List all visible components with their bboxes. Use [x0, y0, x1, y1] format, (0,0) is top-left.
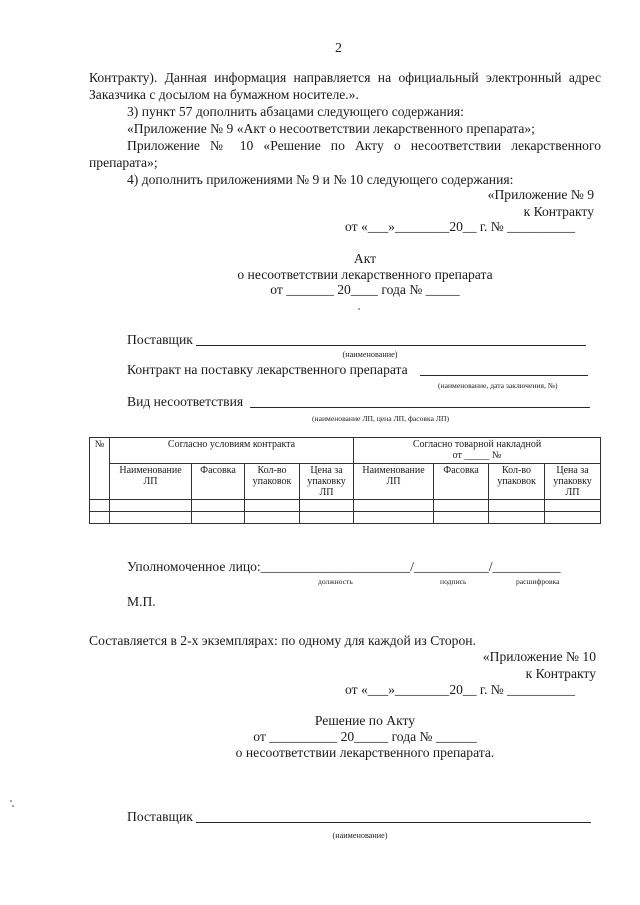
- group-contract-header: Согласно условиям контракта: [110, 438, 354, 464]
- appendix-9-from-line: от «___»________20__ г. № __________: [345, 219, 576, 234]
- contract-label: Контракт на поставку лекарственного препарата: [127, 362, 408, 377]
- table-cell[interactable]: [192, 512, 245, 524]
- mismatch-label: Вид несоответствия: [127, 394, 244, 409]
- copies-note: Составляется в 2-х экземплярах: по одному для каждой из Сторон.: [89, 633, 476, 648]
- table-cell[interactable]: [245, 500, 300, 512]
- appendix-10-from-line: от «___»________20__ г. № __________: [345, 682, 576, 697]
- intro-item-4: 4) дополнить приложениями № 9 и № 10 следующего содержания:: [127, 172, 514, 187]
- supplier-field-line: [196, 345, 586, 346]
- act-title: Акт: [353, 251, 377, 266]
- table-cell[interactable]: [245, 512, 300, 524]
- table-cell[interactable]: [354, 500, 434, 512]
- mismatch-field-line: [250, 407, 590, 408]
- supplier-caption: (наименование): [342, 350, 398, 359]
- act-subtitle: о несоответствии лекарственного препарата: [237, 267, 493, 282]
- table-cell[interactable]: [434, 500, 489, 512]
- table-row: [90, 500, 601, 512]
- table-cell[interactable]: [300, 512, 354, 524]
- table-row: [90, 512, 601, 524]
- header-cell: Наименование ЛП: [354, 464, 434, 500]
- col-number-header: №: [90, 438, 110, 500]
- table-cell[interactable]: [489, 500, 545, 512]
- mismatch-caption: (наименование ЛП, цена ЛП, фасовка ЛП): [312, 414, 449, 423]
- header-cell: Кол-во упаковок: [245, 464, 300, 500]
- intro-appendix-10-line-2: препарата»;: [89, 155, 158, 170]
- group-invoice-sub: от _____ №: [452, 450, 502, 461]
- header-cell: Наименование ЛП: [110, 464, 192, 500]
- decision-supplier-label: Поставщик: [127, 809, 193, 824]
- table-cell[interactable]: [489, 512, 545, 524]
- table-cell[interactable]: [90, 500, 110, 512]
- scan-speck: [10, 800, 12, 802]
- decision-subtitle: о несоответствии лекарственного препарата.: [235, 745, 495, 760]
- intro-appendix-10-line-1: Приложение № 10 «Решение по Акту о несоответствии лекарственного: [127, 138, 601, 153]
- intro-line-2: Заказчика с досылом на бумажном носителе.».: [89, 87, 359, 102]
- contract-field-line: [420, 375, 588, 376]
- header-cell: Цена за упаковку ЛП: [545, 464, 601, 500]
- authorized-person-line: Уполномоченное лицо:______________________/___________/__________: [127, 559, 561, 574]
- intro-appendix-9: «Приложение № 9 «Акт о несоответствии лекарственного препарата»;: [127, 121, 535, 136]
- table-cell[interactable]: [300, 500, 354, 512]
- table-cell[interactable]: [192, 500, 245, 512]
- seal-placeholder: М.П.: [127, 594, 156, 609]
- scan-speck: [358, 308, 360, 310]
- appendix-10-label: «Приложение № 10: [482, 649, 596, 664]
- authorized-caption-signature: подпись: [440, 577, 467, 586]
- authorized-caption-decode: расшифровка: [516, 577, 560, 586]
- appendix-9-to-contract: к Контракту: [523, 204, 594, 219]
- appendix-9-label: «Приложение № 9: [487, 187, 594, 202]
- header-cell: Фасовка: [192, 464, 245, 500]
- decision-supplier-field-line: [196, 822, 591, 823]
- supplier-label: Поставщик: [127, 332, 193, 347]
- page-number: 2: [335, 41, 342, 56]
- table-cell[interactable]: [110, 500, 192, 512]
- intro-line-1: Контракту). Данная информация направляется на официальный электронный адрес: [89, 70, 601, 85]
- table-cell[interactable]: [434, 512, 489, 524]
- decision-date-line: от __________ 20_____ года № ______: [253, 729, 477, 744]
- appendix-10-to-contract: к Контракту: [525, 666, 596, 681]
- contract-caption: (наименование, дата заключения, №): [438, 381, 558, 390]
- table-cell[interactable]: [545, 512, 601, 524]
- mismatch-table: [89, 437, 601, 524]
- decision-supplier-caption: (наименование): [332, 831, 388, 840]
- header-cell: Цена за упаковку ЛП: [300, 464, 354, 500]
- table-cell[interactable]: [545, 500, 601, 512]
- authorized-caption-position: должность: [318, 577, 353, 586]
- intro-item-3: 3) пункт 57 дополнить абзацами следующего содержания:: [127, 104, 464, 119]
- group-invoice-title: Согласно товарной накладной: [412, 439, 542, 450]
- header-cell: Кол-во упаковок: [489, 464, 545, 500]
- group-invoice-header: [354, 438, 601, 464]
- act-date-line: от _______ 20____ года № _____: [270, 282, 460, 297]
- header-cell: Фасовка: [434, 464, 489, 500]
- scan-speck: [12, 805, 14, 807]
- decision-title: Решение по Акту: [314, 713, 416, 728]
- table-cell[interactable]: [90, 512, 110, 524]
- table-cell[interactable]: [110, 512, 192, 524]
- table-cell[interactable]: [354, 512, 434, 524]
